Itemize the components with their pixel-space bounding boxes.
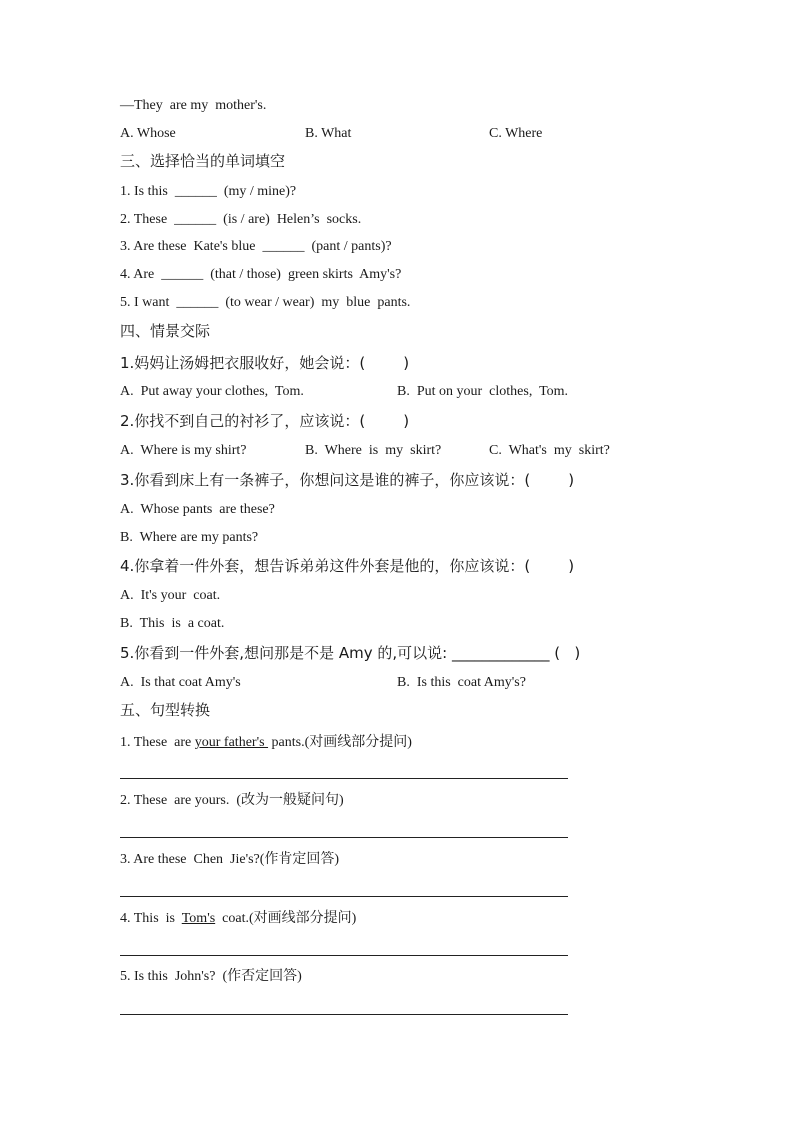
s5-item-1-underlined: your father's	[194, 735, 269, 750]
s4-question-4: 4.你拿着一件外套，想告诉弟弟这件外套是他的，你应该说：( )	[120, 557, 575, 575]
s5-item-2: 2. These are yours. (改为一般疑问句)	[120, 793, 344, 808]
s3-item-3: 3. Are these Kate's blue ______ (pant / pants)?	[120, 239, 392, 254]
s5-item-4-pre: 4. This is	[120, 911, 182, 926]
s4-question-1: 1.妈妈让汤姆把衣服收好，她会说：( )	[120, 354, 410, 372]
answer-line-2[interactable]	[120, 837, 568, 838]
s3-item-2: 2. These ______ (is / are) Helen’s socks.	[120, 212, 362, 227]
s4-q4-option-a: A. It's your coat.	[120, 588, 221, 603]
s5-item-1	[120, 734, 412, 752]
s3-item-1: 1. Is this ______ (my / mine)?	[120, 184, 297, 199]
answer-line-3[interactable]	[120, 896, 568, 897]
s4-question-5: 5.你看到一件外套,想问那是不是 Amy 的,可以说: _____________ ( )	[120, 644, 581, 662]
s5-item-1-post: pants.(对画线部分提问)	[268, 735, 412, 750]
s4-q2-option-c: C. What's my skirt?	[489, 443, 610, 458]
s4-question-3: 3.你看到床上有一条裤子，你想问这是谁的裤子，你应该说：( )	[120, 471, 575, 489]
section-3-heading: 三、选择恰当的单词填空	[120, 152, 286, 170]
s4-q4-option-b: B. This is a coat.	[120, 616, 225, 631]
answer-line: —They are my mother's.	[120, 98, 267, 113]
option-c: C. Where	[489, 126, 543, 141]
s5-item-4-underlined: Tom's	[181, 911, 216, 926]
s4-q2-option-b: B. Where is my skirt?	[305, 443, 442, 458]
s3-item-4: 4. Are ______ (that / those) green skirts Amy's?	[120, 267, 402, 282]
section-5-heading: 五、句型转换	[120, 701, 211, 719]
section-4-heading: 四、情景交际	[120, 322, 211, 340]
s5-item-4-post: coat.(对画线部分提问)	[215, 911, 357, 926]
option-b: B. What	[305, 126, 352, 141]
s4-question-2: 2.你找不到自己的衬衫了，应该说：( )	[120, 412, 410, 430]
option-a: A. Whose	[120, 126, 176, 141]
s5-item-4	[120, 910, 356, 928]
s5-item-5: 5. Is this John's? (作否定回答)	[120, 969, 302, 984]
s5-item-1-pre: 1. These are	[120, 735, 195, 750]
s4-q1-option-b: B. Put on your clothes, Tom.	[397, 384, 569, 399]
answer-line-1[interactable]	[120, 778, 568, 779]
s4-q5-option-a: A. Is that coat Amy's	[120, 675, 241, 690]
s4-q3-option-a: A. Whose pants are these?	[120, 502, 275, 517]
s4-q3-option-b: B. Where are my pants?	[120, 530, 259, 545]
answer-line-4[interactable]	[120, 955, 568, 956]
answer-line-5[interactable]	[120, 1014, 568, 1015]
s5-item-3: 3. Are these Chen Jie's?(作肯定回答)	[120, 852, 340, 867]
s4-q5-option-b: B. Is this coat Amy's?	[397, 675, 526, 690]
s3-item-5: 5. I want ______ (to wear / wear) my blue pants.	[120, 295, 411, 310]
s4-q1-option-a: A. Put away your clothes, Tom.	[120, 384, 304, 399]
s4-q2-option-a: A. Where is my shirt?	[120, 443, 247, 458]
